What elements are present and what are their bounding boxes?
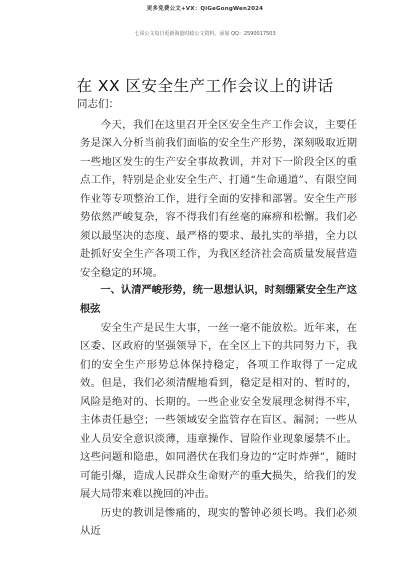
salutation: 同志们： (77, 98, 119, 110)
paragraph-lessons: 历史的教训是惨痛的，现实的警钟必须长鸣。我们必须从近 (80, 506, 357, 537)
paragraph-situation-text-b: 损失，给我们的发展大局带来难以挽回的冲击。 (80, 469, 358, 501)
paragraph-situation-text-a: 安全生产是民生大事，一丝一毫不能放松。近年来，在区委、区政府的坚强领导下，在全区上下的共同努力下，我们的安全生产形势总体保持稳定，各项工作取得了一定成效。但是，我们必须清醒地看到，稳定是相对的、暂时的，风险是绝对的、长期的。一些企业安全发展理念树得不牢，主体责任悬空；一些领域安全监管存在盲区、漏洞；一些从业人员安全意识淡薄，违章操作、冒险作业现象屡禁不止。这些问题和隐患，如同潜伏在我们身边的“定时炸弹”，随时可能引爆，造成人民群众生命财产的重 (80, 321, 357, 482)
top-banner: 更多免费公文+VX：QiGeGongWen2024 (146, 6, 264, 12)
paragraph-intro: 今天，我们在这里召开全区安全生产工作会议，主要任务是深入分析当前我们面临的安全生产形势，深刻吸取近期一些地区发生的生产安全事故教训，并对下一阶段全区的重点工作，特别是企业安全生产、打通“生命通道”、有限空间作业等专项整治工作，进行全面的安排和部署。安全生产形势依然严峻复杂，容不得我们有丝毫的麻痹和松懈。我们必须以最坚决的态度、最严格的要求、最扎实的举措，全力以赴抓好安全生产各项工作，为我区经济社会高质量发展营造安全稳定的环境。 (80, 119, 357, 279)
paragraph-situation (80, 319, 357, 504)
document-title: 在 XX 区安全生产工作会议上的讲话 (76, 77, 334, 95)
section-heading: 一、认清严峻形势，统一思想认识，时刻绷紧安全生产这根弦 (80, 285, 357, 315)
bold-emphasis: 大 (261, 469, 272, 482)
sub-banner: 七哥公文每日更新海量时政公文资料，添加 QQ：2590017503 (134, 31, 276, 37)
document-body (80, 116, 357, 540)
